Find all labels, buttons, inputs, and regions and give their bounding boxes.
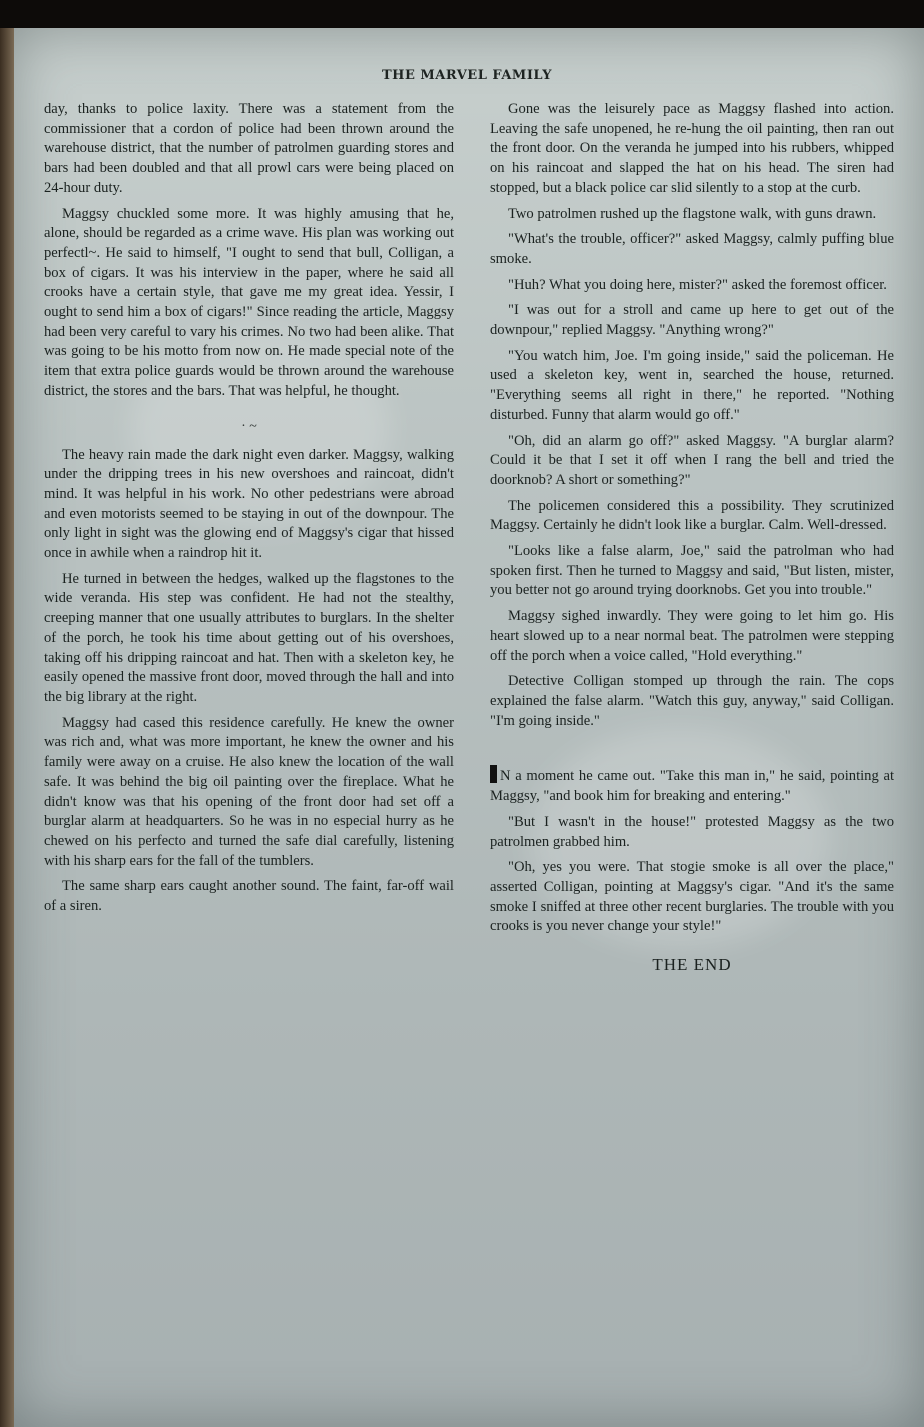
scan-top-edge [0,0,924,28]
paragraph: "Oh, did an alarm go off?" asked Maggsy. "A burglar alarm? Could it be that I set it off when I rang the bell and tried the doorknob? A short or something?" [490,432,894,488]
left-column [44,100,454,923]
paragraph: "But I wasn't in the house!" protested Maggsy as the two patrolmen grabbed him. [490,813,894,850]
paragraph: "Looks like a false alarm, Joe," said the patrolman who had spoken first. Then he turned to Maggsy and said, "But listen, mister, you better not go around trying doorknobs. Get you into trouble." [490,543,894,599]
paragraph: "Oh, yes you were. That stogie smoke is all over the place," asserted Colligan, pointing at Maggsy's cigar. "And it's the same smoke I sniffed at three other recent burglaries. The trouble with you crooks is you never change your style!" [490,859,894,935]
paragraph: Maggsy chuckled some more. It was highly amusing that he, alone, should be regarded as a crime wave. His plan was working out perfectl~. He said to himself, "I ought to send that bull, Colligan, a box of cigars. It was his interview in the paper, where he said all crooks have a certain style, that gave me my great idea. Yessir, I ought to send him a box of cigars!" Since reading the article, Maggsy had been very careful to vary his crimes. No two had been alike. That was going to be his motto from now on. He made special note of the item that extra police guards would be thrown around the warehouse district, the stores and the bars. That was helpful, he thought. [44,205,454,399]
section-gap [490,737,894,765]
paragraph: "You watch him, Joe. I'm going inside," said the policeman. He used a skeleton key, went in, searched the house, returned. "Everything seems all right in there," he reported. "Nothing disturbed. Funny that alarm would go off." [490,347,894,423]
paragraph: Gone was the leisurely pace as Maggsy flashed into action. Leaving the safe unopened, he re-hung the oil painting, then ran out the front door. On the veranda he jumped into his rubbers, whipped on his raincoat and slapped the hat on his head. The siren had stopped, but a black police car slid silently to a stop at the curb. [490,101,894,196]
drop-cap-bar [490,765,497,783]
paragraph: The same sharp ears caught another sound. The faint, far-off wail of a siren. [44,878,454,915]
magazine-page [10,28,924,1427]
paragraph: Detective Colligan stomped up through the rain. The cops explained the false alarm. "Watch this guy, anyway," said Colligan. "I'm going inside." [490,673,894,729]
paragraph: "What's the trouble, officer?" asked Maggsy, calmly puffing blue smoke. [490,231,894,267]
paragraph: The heavy rain made the dark night even darker. Maggsy, walking under the dripping trees in his new overshoes and raincoat, didn't mind. It was helpful in his work. No other pedestrians were abroad and even motorists seemed to be staying in out of the downpour. The only light in sight was the glowing end of Maggsy's cigar that hissed once in awhile when a raindrop hit it. [44,446,454,562]
paragraph: The policemen considered this a possibility. They scrutinized Maggsy. Certainly he didn't look like a burglar. Calm. Well-dressed. [490,497,894,534]
paragraph: He turned in between the hedges, walked up the flagstones to the wide veranda. His step was confident. He had not the stealthy, creeping manner that one usually attributes to burglars. In the shelter of the porch, he took his time about getting out of his overshoes, taking off his dripping raincoat and hat. Then with a skeleton key, he easily opened the massive front door, moved through the hall and into the big library at the right. [44,570,454,705]
paragraph: day, thanks to police laxity. There was a statement from the commissioner that a cordon of police had been thrown around the warehouse district, that the number of patrolmen guarding stores and bars had been doubled and that all prowl cars were being placed on 24-hour duty. [44,101,454,196]
paragraph-with-drop-cap [490,765,894,806]
running-header: THE MARVEL FAMILY [382,68,552,83]
page-spine-edge [0,28,14,1427]
right-column [490,100,894,975]
section-break: · ~ [241,418,257,434]
paragraph: "Huh? What you doing here, mister?" asked the foremost officer. [508,276,887,293]
paragraph-text: N a moment he came out. "Take this man in," he said, pointing at Maggsy, "and book him for breaking and entering." [490,768,894,805]
the-end-label: THE END [652,955,732,975]
paragraph: Two patrolmen rushed up the flagstone walk, with guns drawn. [508,205,877,222]
paragraph: "I was out for a stroll and came up here to get out of the downpour," replied Maggsy. "Anything wrong?" [490,302,894,339]
paragraph: Maggsy sighed inwardly. They were going to let him go. His heart slowed up to a near normal beat. The patrolmen were stepping off the porch when a voice called, "Hold everything." [490,608,894,664]
paragraph: Maggsy had cased this residence carefully. He knew the owner was rich and, what was more important, he knew the owner and his family were away on a cruise. He also knew the location of the wall safe. It was behind the big oil painting over the fireplace. What he didn't know was that his opening of the front door had set off a burglar alarm at headquarters. So he was in no especial hurry as he chewed on his perfecto and turned the safe dial carefully, listening with his sharp ears for the fall of the tumblers. [44,714,454,869]
